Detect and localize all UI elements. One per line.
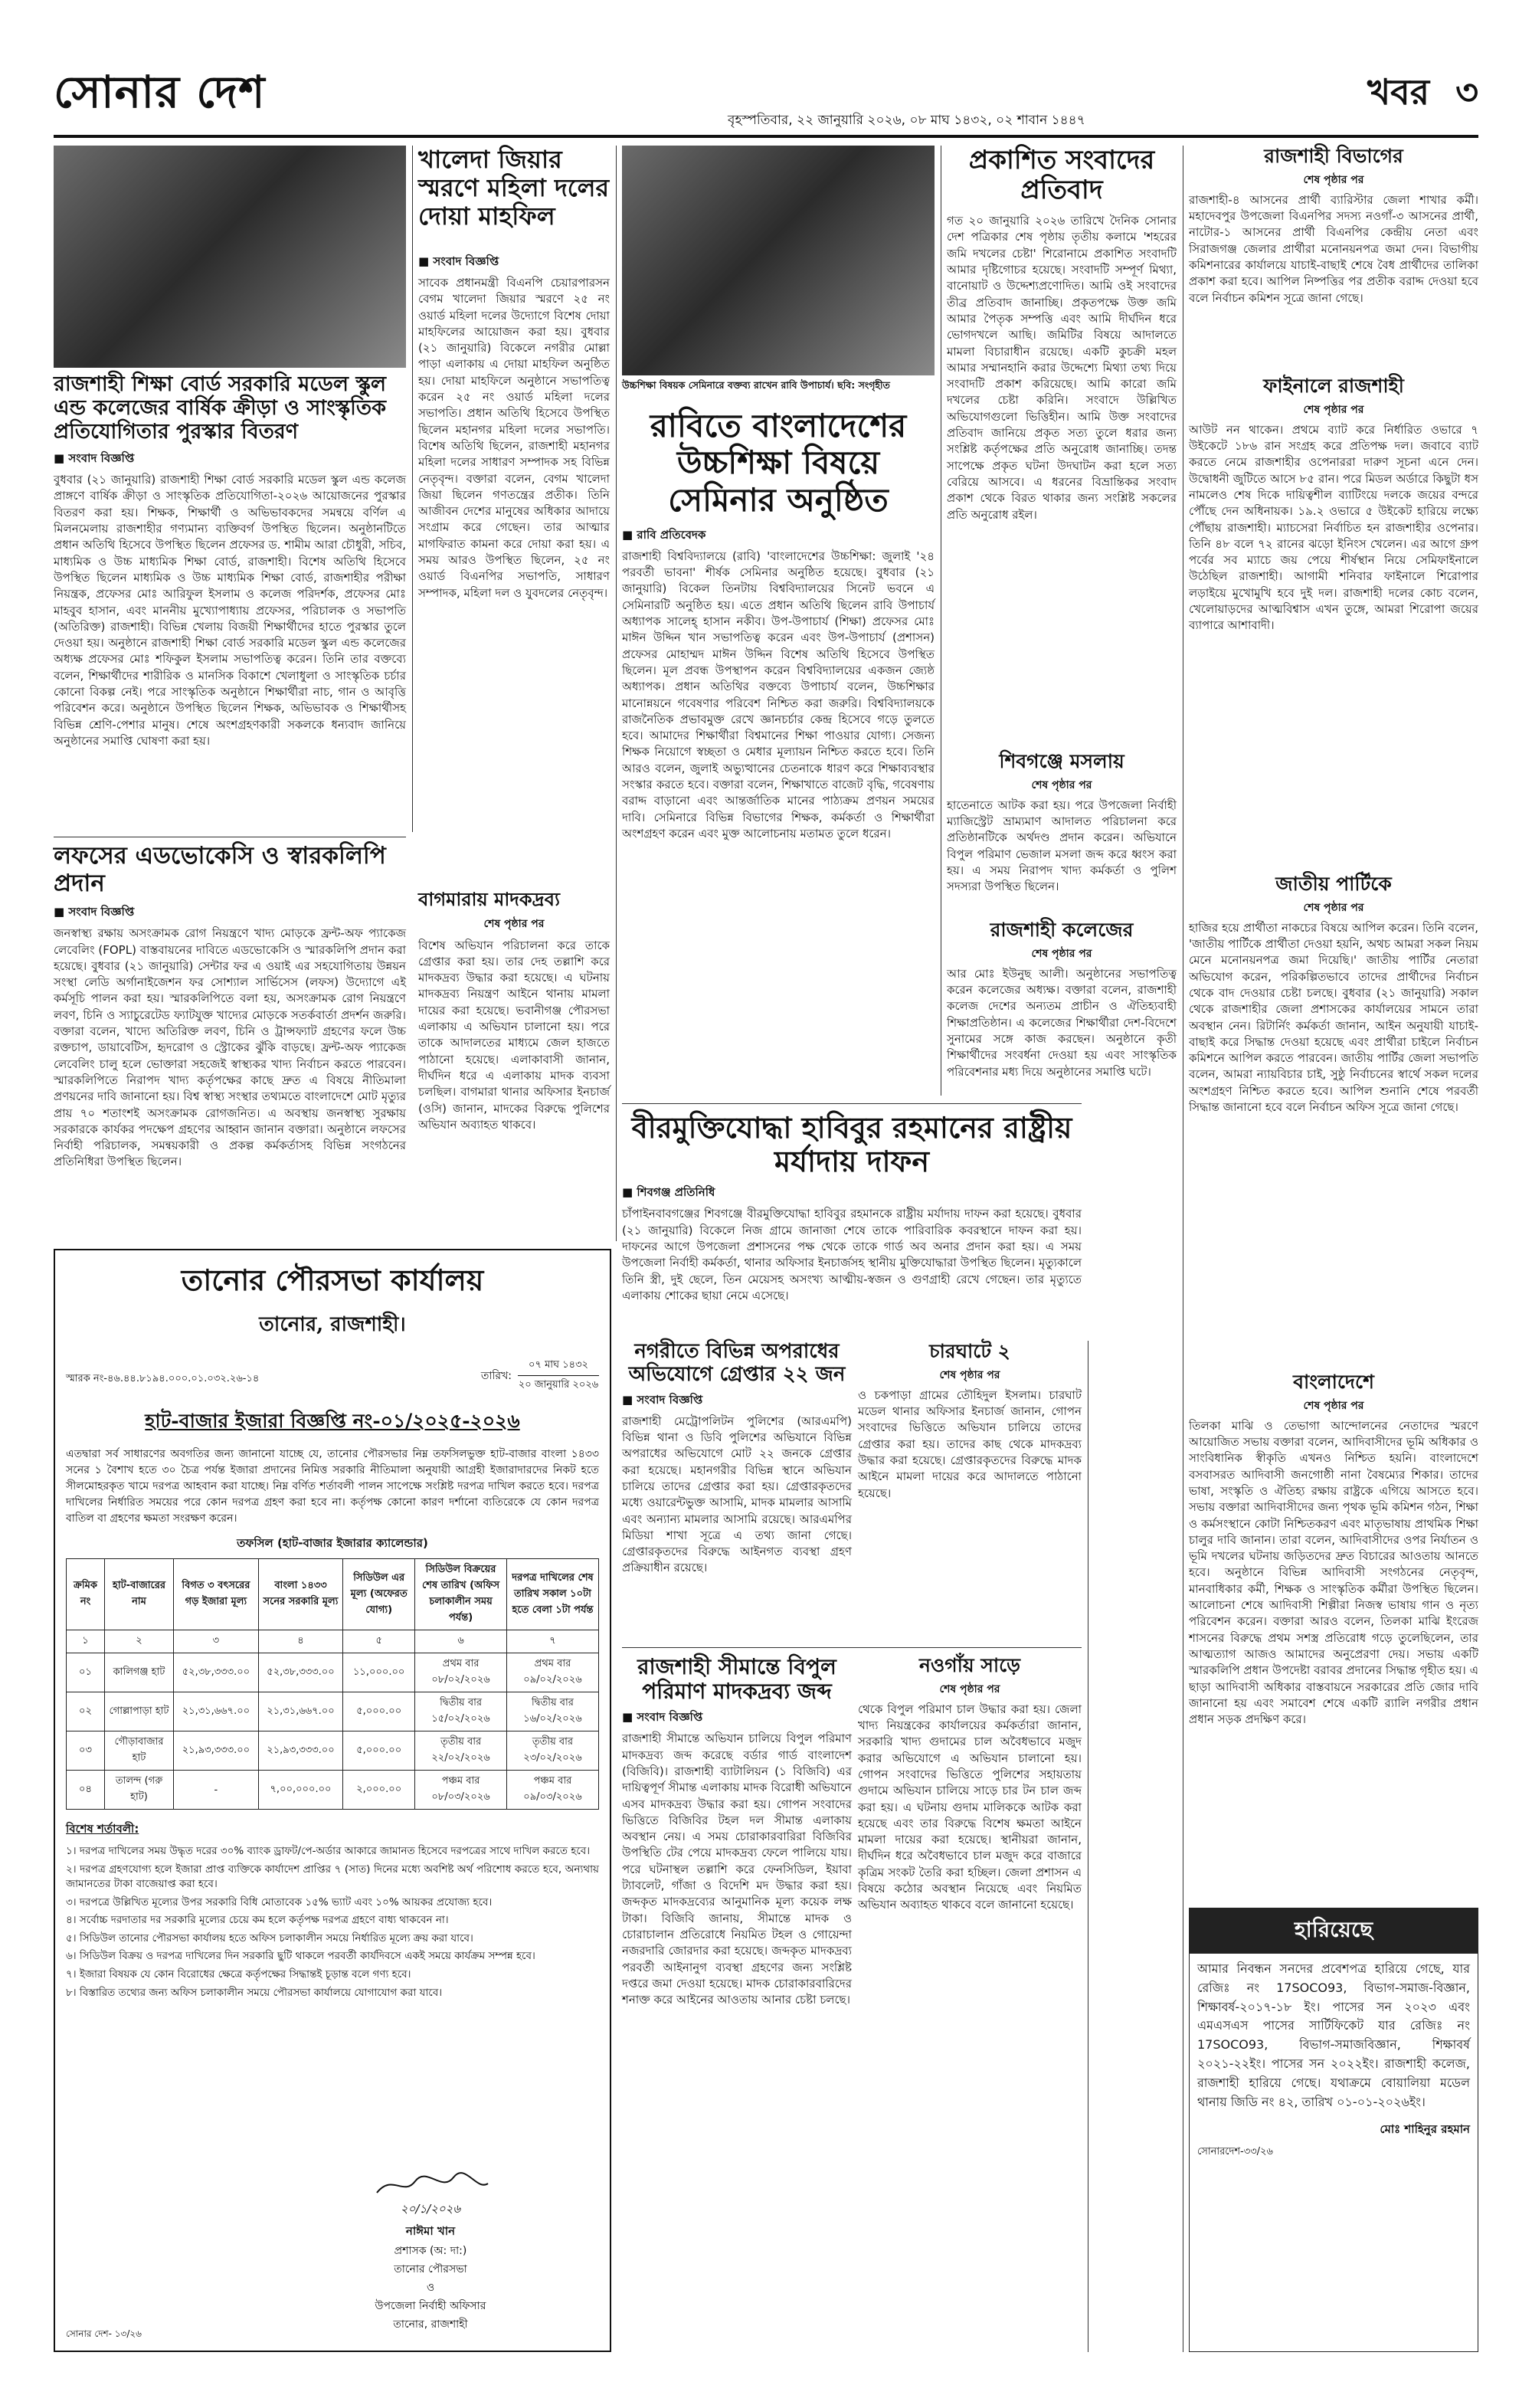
table-cell: ৫,০০০.০০ xyxy=(343,1692,415,1731)
lafs-story-body: জনস্বাস্থ্য রক্ষায় অসংক্রামক রোগ নিয়ন্ত্রণে খাদ্য মোড়কে ফ্রন্ট-অফ প্যাকেজ লেবেলিং (FOPL) বাস্তবায়নের দাবিতে এডভোকেসি ও স্মারকলিপি প্রদান করা হয়েছে। বুধবার (২১ জানুয়ারি) সেন্টার ফর এ ওয়াই এর সহযোগিতায় উন্নয়ন সংস্থা লেডি অর্গানাইজেশন ফর সোশ্যাল সার্ভিসেস (লফস) উদ্যোগে এই কর্মসূচি পালন করা হয়। স্মারকলিপিতে বলা হয়, অসংক্রামক রোগ নিয়ন্ত্রণে লবণ, চিনি ও স্যাচুরেটেড ফ্যাটযুক্ত খাদ্যের মোড়কে সতর্কবার্তা প্রদর্শন জরুরি। বক্তারা বলেন, খাদ্যে অতিরিক্ত লবণ, চিনি ও ট্রান্সফ্যাট গ্রহণের ফলে উচ্চ রক্তচাপ, ডায়াবেটিস, হৃদরোগ ও স্ট্রোকের ঝুঁকি বাড়ছে। ফ্রন্ট-অফ প্যাকেজ লেবেলিং চালু হলে ভোক্তারা সহজেই স্বাস্থ্যকর খাদ্য নির্বাচন করতে পারবেন। স্মারকলিপিতে নিরাপদ খাদ্য কর্তৃপক্ষের কাছে দ্রুত এ বিষয়ে নীতিমালা প্রণয়নের দাবি জানানো হয়। বিশ্ব স্বাস্থ্য সংস্থার তথ্যমতে বাংলাদেশে মোট মৃত্যুর প্রায় ৭০ শতাংশই অসংক্রামক রোগজনিত। এ অবস্থায় জনস্বাস্থ্য সুরক্ষায় সরকারকে কার্যকর পদক্ষেপ গ্রহণের আহ্বান জানান বক্তারা। অনুষ্ঠানে লফসের নির্বাহী পরিচালক, সমন্বয়কারী ও প্রকল্প কর্মকর্তাসহ বিভিন্ন সংগঠনের প্রতিনিধিরা উপস্থিত ছিলেন। xyxy=(54,926,406,1169)
border-body: রাজশাহী সীমান্তে অভিযান চালিয়ে বিপুল পরিমাণ মাদকদ্রব্য জব্দ করেছে বর্ডার গার্ড বাংলাদেশ (বিজিবি)। রাজশাহী ব্যাটালিয়ন (১ বিজিবি) এর দায়িত্বপূর্ণ সীমান্ত এলাকায় মাদক বিরোধী অভিযানে এসব মাদকদ্রব্য উদ্ধার করা হয়। গোপন সংবাদের ভিত্তিতে বিজিবির টহল দল সীমান্ত এলাকায় অবস্থান নেয়। এ সময় চোরাকারবারিরা বিজিবির উপস্থিতি টের পেয়ে মাদকদ্রব্য ফেলে পালিয়ে যায়। পরে ঘটনাস্থল তল্লাশি করে ফেনসিডিল, ইয়াবা ট্যাবলেট, গাঁজা ও বিদেশি মদ উদ্ধার করা হয়। জব্দকৃত মাদকদ্রব্যের আনুমানিক মূল্য কয়েক লক্ষ টাকা। বিজিবি জানায়, সীমান্তে মাদক ও চোরাচালান প্রতিরোধে নিয়মিত টহল ও গোয়েন্দা নজরদারি জোরদার করা হয়েছে। জব্দকৃত মাদকদ্রব্য পরবর্তী আইনানুগ ব্যবস্থা গ্রহণের জন্য সংশ্লিষ্ট দপ্তরে জমা দেওয়া হয়েছে। মাদক চোরাকারবারিদের শনাক্ত করে আইনের আওতায় আনার চেষ্টা চলছে। xyxy=(622,1731,852,2007)
tender-date-english: ২০ জানুয়ারি ২০২৬ xyxy=(518,1379,599,1391)
table-header-cell: বিগত ৩ বৎসরের গড় ইজারা মূল্য xyxy=(174,1559,259,1630)
table-cell: ৭,০০,০০০.০০ xyxy=(258,1771,342,1810)
table-cell: পঞ্চম বার ০৮/০৩/২০২৬ xyxy=(415,1771,507,1810)
tender-term: ৮। বিস্তারিত তথ্যের জন্য অফিস চলাকালীন সময়ে পৌরসভা কার্যালয়ে যোগাযোগ করা যাবে। xyxy=(66,1986,443,1999)
page-number: ৩ xyxy=(1455,71,1478,113)
table-cell: ২১,৩১,৬৬৭.০০ xyxy=(174,1692,259,1731)
board-story-headline: রাজশাহী শিক্ষা বোর্ড সরকারি মডেল স্কুল এন্ড কলেজের বার্ষিক ক্রীড়া ও সাংস্কৃতিক প্রতিযোগিতার পুরস্কার বিতরণ xyxy=(54,372,387,444)
tender-term: ২। দরপত্র গ্রহণযোগ্য হলে ইজারা প্রাপ্ত ব্যক্তিকে কার্যাদেশ প্রাপ্তির ৭ (সাত) দিনের মধ্যে অবশিষ্ট অর্থ পরিশোধ করতে হবে, অন্যথায় জামানতের টাকা বাজেয়াপ্ত করা হবে। xyxy=(66,1863,599,1891)
tender-signer-role: উপজেলা নির্বাহী অফিসার xyxy=(375,2300,486,2312)
bagmara-story xyxy=(418,889,610,1241)
rabi-story-headline: রাবিতে বাংলাদেশের উচ্চশিক্ষা বিষয়ে সেমিনার অনুষ্ঠিত xyxy=(650,407,907,519)
table-cell: তৃতীয় বার ২৩/০২/২০২৬ xyxy=(506,1731,598,1771)
board-story-byline: ■ সংবাদ বিজ্ঞপ্তি xyxy=(54,451,135,466)
bangladesh-story xyxy=(1189,1371,1478,1900)
tender-term: ৩। দরপত্রে উল্লিখিত মূল্যের উপর সরকারি বিধি মোতাবেক ১৫% ভ্যাট এবং ১০% আয়কর প্রযোজ্য হবে। xyxy=(66,1895,493,1908)
freedom-fighter-story xyxy=(622,1111,1082,1333)
table-cell: ২,০০০.০০ xyxy=(343,1771,415,1810)
tender-terms-list xyxy=(66,1844,599,2000)
bagmara-story-continued: শেষ পৃষ্ঠার পর xyxy=(483,917,545,930)
signature-scribble xyxy=(308,2170,553,2200)
protibad-body: গত ২০ জানুয়ারি ২০২৬ তারিখে দৈনিক সোনার দেশ পত্রিকার শেষ পৃষ্ঠায় তৃতীয় কলামে 'শহরের জমি দখলের চেষ্টা' শিরোনামে প্রকাশিত সংবাদটি আমার দৃষ্টিগোচর হয়েছে। সংবাদটি সম্পূর্ণ মিথ্যা, বানোয়াট ও উদ্দেশ্যপ্রণোদিত। আমি ওই সংবাদের তীব্র প্রতিবাদ জানাচ্ছি। প্রকৃতপক্ষে উক্ত জমি আমার পৈতৃক সম্পত্তি এবং আমি দীর্ঘদিন ধরে ভোগদখলে আছি। জমিটির বিষয়ে আদালতে মামলা বিচারাধীন রয়েছে। একটি কুচক্রী মহল আমার সম্মানহানি করার উদ্দেশ্যে মিথ্যা তথ্য দিয়ে সংবাদটি প্রকাশ করিয়েছে। আমি কারো জমি দখলের চেষ্টা করিনি। সংবাদে উল্লিখিত অভিযোগগুলো ভিত্তিহীন। আমি উক্ত সংবাদের প্রতিবাদ জানিয়ে প্রকৃত সত্য তুলে ধরার জন্য সংশ্লিষ্ট কর্তৃপক্ষের প্রতি অনুরোধ জানাচ্ছি। তদন্ত সাপেক্ষে প্রকৃত ঘটনা উদঘাটন করা হলে সত্য বেরিয়ে আসবে। এ ধরনের বিভ্রান্তিকর সংবাদ প্রকাশ থেকে বিরত থাকার জন্য সংশ্লিষ্ট সকলের প্রতি অনুরোধ রইল। xyxy=(947,214,1177,522)
khaleda-story-body: সাবেক প্রধানমন্ত্রী বিএনপি চেয়ারপারসন বেগম খালেদা জিয়ার স্মরণে ২৫ নং ওয়ার্ড মহিলা দলের উদ্যোগে বিশেষ দোয়া মাহফিলের আয়োজন করা হয়। বুধবার (২১ জানুয়ারি) বিকেলে নগরীর মোল্লা পাড়া এলাকায় এ দোয়া মাহফিল অনুষ্ঠিত হয়। দোয়া মাহফিলে অনুষ্ঠানে সভাপতিত্ব করেন ২৫ নং ওয়ার্ড মহিলা দলের সভাপতি। প্রধান অতিথি হিসেবে উপস্থিত ছিলেন মহানগর মহিলা দলের সভাপতি। বিশেষ অতিথি ছিলেন, রাজশাহী মহানগর মহিলা দলের সাধারণ সম্পাদক সহ বিভিন্ন নেতৃবৃন্দ। বক্তারা বলেন, বেগম খালেদা জিয়া ছিলেন গণতন্ত্রের প্রতীক। তিনি আজীবন দেশের মানুষের অধিকার আদায়ে সংগ্রাম করে গেছেন। তার আত্মার মাগফিরাত কামনা করে দোয়া করা হয়। এ সময় আরও উপস্থিত ছিলেন, ২৫ নং ওয়ার্ড বিএনপির সভাপতি, সাধারণ সম্পাদক, মহিলা দল ও যুবদলের নেতৃবৃন্দ। xyxy=(418,276,610,600)
border-byline: ■ সংবাদ বিজ্ঞপ্তি xyxy=(622,1710,703,1725)
tender-office-title: তানোর পৌরসভা কার্যালয় xyxy=(181,1263,484,1297)
lost-notice-signature: মোঃ শাহিনুর রহমান xyxy=(1380,2122,1470,2137)
table-header-cell: সিডিউল বিক্রয়ের শেষ তারিখ (অফিস চলাকালীন সময় পর্যন্ত) xyxy=(415,1559,507,1630)
rabi-photo-caption: উচ্চশিক্ষা বিষয়ক সেমিনারে বক্তব্য রাখেন রাবি উপাচার্য। ছবি: সংগৃহীত xyxy=(622,379,890,391)
bagmara-story-body: বিশেষ অভিযান পরিচালনা করে তাকে গ্রেপ্তার করা হয়। তার দেহ তল্লাশি করে মাদকদ্রব্য উদ্ধার করা হয়েছে। এ ঘটনায় মাদকদ্রব্য নিয়ন্ত্রণ আইনে থানায় মামলা দায়ের করা হয়েছে। ভবানীগঞ্জ পৌরসভা এলাকায় এ অভিযান চালানো হয়। পরে তাকে আদালতের মাধ্যমে জেল হাজতে পাঠানো হয়েছে। এলাকাবাসী জানান, দীর্ঘদিন ধরে এ এলাকায় মাদক ব্যবসা চলছিল। বাগমারা থানার অফিসার ইনচার্জ (ওসি) জানান, মাদকের বিরুদ্ধে পুলিশের অভিযান অব্যাহত থাকবে। xyxy=(418,938,610,1132)
college-body: আর মোঃ ইউনুছ আলী। অনুষ্ঠানের সভাপতিত্ব করেন কলেজের অধ্যক্ষ। বক্তারা বলেন, রাজশাহী কলেজ দেশের অন্যতম প্রাচীন ও ঐতিহ্যবাহী শিক্ষাপ্রতিষ্ঠান। এ কলেজের শিক্ষার্থীরা দেশ-বিদেশে সুনামের সঙ্গে কাজ করছেন। অনুষ্ঠানে কৃতী শিক্ষার্থীদের সংবর্ধনা দেওয়া হয় এবং সাংস্কৃতিক পরিবেশনার মধ্য দিয়ে অনুষ্ঠানের সমাপ্তি ঘটে। xyxy=(947,966,1177,1079)
division-body: রাজশাহী-৪ আসনের প্রার্থী ব্যারিস্টার জেলা শাখার কর্মী। মহাদেবপুর উপজেলা বিএনপির সদস্য নওগাঁ-৩ আসনের প্রার্থী, নাটোর-১ আসনের প্রার্থী বিএনপির কেন্দ্রীয় নেতা এবং সিরাজগঞ্জ জেলার প্রার্থীরা মনোনয়নপত্র জমা দেন। বিভাগীয় কমিশনারের কার্যালয়ে যাচাই-বাছাই শেষে বৈধ প্রার্থীদের তালিকা প্রকাশ করা হবে। আপিল নিষ্পত্তির পর প্রতীক বরাদ্দ দেওয়া হবে বলে নির্বাচন কমিশন সূত্রে জানা গেছে। xyxy=(1189,192,1478,305)
jatiyo-headline: জাতীয় পার্টিকে xyxy=(1275,873,1392,895)
masthead-rule xyxy=(54,135,1478,138)
tender-term: ৬। সিডিউল বিক্রয় ও দরপত্র দাখিলের দিন সরকারি ছুটি থাকলে পরবর্তী কার্যদিবসে একই সময়ে কার্যক্রম সম্পন্ন হবে। xyxy=(66,1950,535,1963)
shibganj-headline: শিবগঞ্জে মসলায় xyxy=(999,750,1124,772)
tender-schedule-table xyxy=(66,1558,599,1810)
bagmara-story-headline: বাগমারায় মাদকদ্রব্য xyxy=(418,888,560,910)
table-number-row xyxy=(67,1630,599,1653)
jatiyo-continued: শেষ পৃষ্ঠার পর xyxy=(1303,901,1364,914)
table-cell: ৫,০০০.০০ xyxy=(343,1731,415,1771)
tender-office-sub: তানোর, রাজশাহী। xyxy=(259,1313,406,1336)
table-cell: পঞ্চম বার ০৯/০৩/২০২৬ xyxy=(506,1771,598,1810)
tender-title: হাট-বাজার ইজারা বিজ্ঞপ্তি নং-০১/২০২৫-২০২৬ xyxy=(145,1410,520,1432)
lost-notice-heading: হারিয়েছে xyxy=(1190,1908,1478,1954)
table-cell: ৫২,৩৮,৩৩৩.০০ xyxy=(174,1653,259,1692)
board-story-body: বুধবার (২১ জানুয়ারি) রাজশাহী শিক্ষা বোর্ড সরকারি মডেল স্কুল এন্ড কলেজ প্রাঙ্গণে বার্ষিক ক্রীড়া ও সাংস্কৃতিক প্রতিযোগিতা-২০২৬ আয়োজনের পুরস্কার বিতরণ করা হয়। শিক্ষক, শিক্ষার্থী ও অভিভাবকদের সমন্বয়ে বর্ণিল এ মিলনমেলায় রাজশাহীর গণ্যমান্য ব্যক্তিবর্গ উপস্থিত ছিলেন। অনুষ্ঠানটিতে প্রধান অতিথি হিসেবে উপস্থিত ছিলেন প্রফেসর ড. শামীম আরা চৌধুরী, সচিব, মাধ্যমিক ও উচ্চ মাধ্যমিক শিক্ষা বোর্ড, রাজশাহী। বিশেষ অতিথি হিসেবে উপস্থিত ছিলেন মাধ্যমিক ও উচ্চ মাধ্যমিক শিক্ষা বোর্ড, রাজশাহীর পরীক্ষা নিয়ন্ত্রক, প্রফেসর মোঃ আরিফুল ইসলাম ও কলেজ পরিদর্শক, প্রফেসর মোঃ মাহবুব হাসান, এবং মাননীয় মুখ্যোপাধ্যায় প্রফেসর, পরিচালক ও সভাপতি (অতিরিক্ত) রাজশাহী। বিভিন্ন খেলায় বিজয়ী শিক্ষার্থীদের হাতে পুরস্কার তুলে দেওয়া হয়। অনুষ্ঠানে রাজশাহী শিক্ষা বোর্ড সরকারি মডেল স্কুল এন্ড কলেজের অধ্যক্ষ প্রফেসর মোঃ শফিকুল ইসলাম সভাপতিত্ব করেন। তিনি তার বক্তব্যে বলেন, শিক্ষার্থীদের শারীরিক ও মানসিক বিকাশে খেলাধুলা ও সাংস্কৃতিক চর্চার কোনো বিকল্প নেই। পরে সাংস্কৃতিক অনুষ্ঠানে শিক্ষার্থীরা নাচ, গান ও আবৃত্তি পরিবেশন করে। অনুষ্ঠানে উপস্থিত ছিলেন শিক্ষক, অভিভাবক ও শিক্ষার্থীসহ বিভিন্ন শ্রেণি-পেশার মানুষ। শেষে অংশগ্রহণকারী সকলকে ধন্যবাদ জানিয়ে অনুষ্ঠানের সমাপ্তি ঘোষণা করা হয়। xyxy=(54,473,406,748)
divider xyxy=(616,146,617,1241)
table-cell: ২ xyxy=(105,1630,174,1653)
final-story xyxy=(1189,375,1478,866)
border-story xyxy=(622,1655,852,2352)
lost-notice-code: সোনারদেশ-৩৩/২৬ xyxy=(1197,2146,1273,2158)
table-header-cell: বাংলা ১৪৩৩ সনের সরকারি মূল্য xyxy=(258,1559,342,1630)
lafs-story xyxy=(54,843,406,1241)
arrest-byline: ■ সংবাদ বিজ্ঞপ্তি xyxy=(622,1392,703,1407)
table-cell: প্রথম বার ০৮/০২/২০২৬ xyxy=(415,1653,507,1692)
table-header-cell: সিডিউল এর মূল্য (অফেরত যোগ্য) xyxy=(343,1559,415,1630)
tender-date-bangla: ০৭ মাঘ ১৪৩২ xyxy=(518,1358,599,1376)
table-row xyxy=(67,1653,599,1692)
naogaon-headline: নওগাঁয় সাড়ে xyxy=(918,1654,1021,1676)
shibganj-continued: শেষ পৃষ্ঠার পর xyxy=(1031,778,1092,791)
table-cell: ৬ xyxy=(415,1630,507,1653)
masthead-bar xyxy=(54,54,1478,138)
table-cell: ১ xyxy=(67,1630,105,1653)
divider xyxy=(412,146,413,832)
tender-term: ৫। সিডিউল তানোর পৌরসভা কার্যালয় হতে অফিস চলাকালীন সময়ে নির্ধারিত মূল্যে ক্রয় করা যাবে। xyxy=(66,1931,473,1944)
table-cell: দ্বিতীয় বার ১৬/০২/২০২৬ xyxy=(506,1692,598,1731)
charghat-story xyxy=(858,1341,1082,1640)
jatiyo-body: হাজির হয়ে প্রার্থীতা নাকচের বিষয়ে আপিল করেন। তিনি বলেন, 'জাতীয় পার্টিকে প্রার্থীতা দেওয়া হয়নি, অথচ আমরা সকল নিয়ম মেনে মনোনয়নপত্র জমা দিয়েছি।' জাতীয় পার্টির নেতারা অভিযোগ করেন, পরিকল্পিতভাবে তাদের প্রার্থীদের নির্বাচন থেকে বাদ দেওয়ার চেষ্টা চলছে। বুধবার (২১ জানুয়ারি) সকাল থেকে রাজশাহীর জেলা প্রশাসকের কার্যালয়ের সামনে তারা অবস্থান নেন। রিটার্নিং কর্মকর্তা জানান, আইন অনুযায়ী যাচাই-বাছাই করে সিদ্ধান্ত দেওয়া হয়েছে এবং প্রার্থীরা চাইলে নির্বাচন কমিশনে আপিল করতে পারবেন। জাতীয় পার্টির জেলা সভাপতি বলেন, আমরা ন্যায়বিচার চাই, সুষ্ঠু নির্বাচনের স্বার্থে সকল দলের অংশগ্রহণ নিশ্চিত করতে হবে। আপিল শুনানি শেষে পরবর্তী সিদ্ধান্ত জানানো হবে বলে নির্বাচন অফিস সূত্রে জানা গেছে। xyxy=(1189,920,1478,1115)
table-header-cell: ক্রমিক নং xyxy=(67,1559,105,1630)
border-headline: রাজশাহী সীমান্তে বিপুল পরিমাণ মাদকদ্রব্য জব্দ xyxy=(637,1654,836,1705)
tender-signer-role: তানোর পৌরসভা xyxy=(394,2263,467,2275)
board-award-photo xyxy=(54,146,406,368)
khaleda-story-extra xyxy=(418,490,610,881)
tender-signature-block xyxy=(308,2170,553,2334)
table-cell: প্রথম বার ০৯/০২/২০২৬ xyxy=(506,1653,598,1692)
divider xyxy=(622,1103,1082,1104)
section-label xyxy=(1367,66,1478,124)
naogaon-body: থেকে বিপুল পরিমাণ চাল উদ্ধার করা হয়। জেলা খাদ্য নিয়ন্ত্রকের কার্যালয়ের কর্মকর্তারা জানান, সরকারি খাদ্য গুদামের চাল অবৈধভাবে মজুদ করার অভিযোগে এ অভিযান চালানো হয়। গোপন সংবাদের ভিত্তিতে পুলিশের সহায়তায় গুদামে অভিযান চালিয়ে সাড়ে চার টন চাল জব্দ করা হয়। এ ঘটনায় গুদাম মালিককে আটক করা হয়েছে এবং তার বিরুদ্ধে বিশেষ ক্ষমতা আইনে মামলা দায়ের করা হয়েছে। স্থানীয়রা জানান, দীর্ঘদিন ধরে অবৈধভাবে চাল মজুদ করে বাজারে কৃত্রিম সংকট তৈরি করা হচ্ছিল। জেলা প্রশাসন এ বিষয়ে কঠোর অবস্থান নিয়েছে এবং নিয়মিত অভিযান অব্যাহত থাকবে বলে জানানো হয়েছে। xyxy=(858,1702,1082,1912)
naogaon-continued: শেষ পৃষ্ঠার পর xyxy=(939,1682,1000,1695)
table-cell: ০২ xyxy=(67,1692,105,1731)
division-continued: শেষ পৃষ্ঠার পর xyxy=(1303,173,1364,186)
table-cell: ২১,৩১,৬৬৭.০০ xyxy=(258,1692,342,1731)
shibganj-story xyxy=(947,751,1177,912)
tender-signer-date: ২০/১/২০২৬ xyxy=(400,2202,461,2216)
khaleda-story-byline: ■ সংবাদ বিজ্ঞপ্তি xyxy=(418,254,499,268)
table-cell: - xyxy=(174,1771,259,1810)
protibad-story xyxy=(947,146,1177,743)
tender-date-label: তারিখ: xyxy=(480,1369,512,1382)
shibganj-body: হাতেনাতে আটক করা হয়। পরে উপজেলা নির্বাহী ম্যাজিস্ট্রেট ভ্রাম্যমাণ আদালত পরিচালনা করে প্রতিষ্ঠানটিকে অর্থদণ্ড প্রদান করেন। অভিযানে বিপুল পরিমাণ ভেজাল মসলা জব্দ করে ধ্বংস করা হয়। এ সময় নিরাপদ খাদ্য কর্মকর্তা ও পুলিশ সদস্যরা উপস্থিত ছিলেন। xyxy=(947,798,1177,894)
table-cell: ০৩ xyxy=(67,1731,105,1771)
tender-term: ৭। ইজারা বিষয়ক যে কোন বিরোধের ক্ষেত্রে কর্তৃপক্ষের সিদ্ধান্তই চূড়ান্ত বলে গণ্য হবে। xyxy=(66,1967,411,1980)
arrest-body: রাজশাহী মেট্রোপলিটন পুলিশের (আরএমপি) বিভিন্ন থানা ও ডিবি পুলিশের অভিযানে বিভিন্ন অপরাধের অভিযোগে মোট ২২ জনকে গ্রেপ্তার করা হয়েছে। মহানগরীর বিভিন্ন স্থানে অভিযান চালিয়ে তাদের গ্রেপ্তার করা হয়। গ্রেপ্তারকৃতদের মধ্যে ওয়ারেন্টভুক্ত আসামি, মাদক মামলার আসামি এবং অন্যান্য মামলার আসামি রয়েছে। আরএমপির মিডিয়া শাখা সূত্রে এ তথ্য জানা গেছে। গ্রেপ্তারকৃতদের বিরুদ্ধে আইনগত ব্যবস্থা গ্রহণ প্রক্রিয়াধীন রয়েছে। xyxy=(622,1414,852,1575)
tender-intro: এতদ্বারা সর্ব সাধারণের অবগতির জন্য জানানো যাচ্ছে যে, তানোর পৌরসভার নিম্ন তফসিলভুক্ত হাট-বাজার বাংলা ১৪৩৩ সনের ১ বৈশাখ হতে ৩০ চৈত্র পর্যন্ত ইজারা প্রদানের নিমিত্ত সরকারি নীতিমালা অনুযায়ী আগ্রহী ইজারাদারদের নিকট হতে সীলমোহরকৃত খামে দরপত্র আহবান করা যাচ্ছে। নিম্ন বর্ণিত শর্তাবলী পালন সাপেক্ষে সংশ্লিষ্ট দরপত্র দাখিল করতে হবে। দরপত্র দাখিলের নির্ধারিত সময়ের পরে কোন দরপত্র গ্রহণ করা হবে না। কর্তৃপক্ষ কোনো কারণ দর্শানো ব্যতিরেকে যে কোন দরপত্র বাতিল বা গ্রহণের ক্ষমতা সংরক্ষণ করেন। xyxy=(66,1448,599,1525)
table-cell: ১১,০০০.০০ xyxy=(343,1653,415,1692)
table-header-cell: দরপত্র দাখিলের শেষ তারিখ সকাল ১০টা হতে বেলা ১টা পর্যন্ত xyxy=(506,1559,598,1630)
division-story xyxy=(1189,146,1478,368)
charghat-headline: চারঘাটে ২ xyxy=(929,1340,1010,1362)
table-cell: ৭ xyxy=(506,1630,598,1653)
tender-term: ১। দরপত্র দাখিলের সময় উদ্ধৃত দরের ৩০% ব্যাংক ড্রাফট/পে-অর্ডার আকারে জামানত হিসেবে দরপত্রের সাথে দাখিল করতে হবে। xyxy=(66,1845,591,1857)
table-cell: তৃতীয় বার ২২/০২/২০২৬ xyxy=(415,1731,507,1771)
rabi-story-body: রাজশাহী বিশ্ববিদ্যালয়ে (রাবি) 'বাংলাদেশের উচ্চশিক্ষা: জুলাই '২৪ পরবর্তী ভাবনা' শীর্ষক সেমিনার অনুষ্ঠিত হয়েছে। বুধবার (২১ জানুয়ারি) বিকেল তিনটায় বিশ্ববিদ্যালয়ের সিনেট ভবনে এ সেমিনারটি অনুষ্ঠিত হয়। এতে প্রধান অতিথি ছিলেন রাবি উপাচার্য অধ্যাপক সালেহ্ হাসান নকীব। উপ-উপাচার্য (শিক্ষা) প্রফেসর মোঃ মাঈন উদ্দিন খান সভাপতিত্ব করেন এবং উপ-উপাচার্য (প্রশাসন) প্রফেসর মোহাম্মদ মাঈন উদ্দিন বিশেষ অতিথি হিসেবে উপস্থিত ছিলেন। মূল প্রবন্ধ উপস্থাপন করেন বিশ্ববিদ্যালয়ের একজন জ্যেষ্ঠ অধ্যাপক। প্রধান অতিথির বক্তব্যে উপাচার্য বলেন, উচ্চশিক্ষার মানোন্নয়নে গবেষণার পরিবেশ নিশ্চিত করা জরুরি। বিশ্ববিদ্যালয়কে রাজনৈতিক প্রভাবমুক্ত রেখে জ্ঞানচর্চার কেন্দ্র হিসেবে গড়ে তুলতে হবে। আমাদের শিক্ষার্থীরা বিশ্বমানের শিক্ষা পাওয়ার যোগ্য। সেজন্য শিক্ষক নিয়োগে স্বচ্ছতা ও মেধার মূল্যায়ন নিশ্চিত করতে হবে। তিনি আরও বলেন, জুলাই অভ্যুত্থানের চেতনাকে ধারণ করে শিক্ষাব্যবস্থার সংস্কার করতে হবে। বক্তারা বলেন, শিক্ষাখাতে বাজেট বৃদ্ধি, গবেষণায় বরাদ্দ বাড়ানো এবং আন্তর্জাতিক মানের পাঠ্যক্রম প্রণয়ন সময়ের দাবি। সেমিনারে বিভিন্ন বিভাগের শিক্ষক, কর্মকর্তা ও শিক্ষার্থীরা অংশগ্রহণ করেন এবং মুক্ত আলোচনায় মতামত তুলে ধরেন। xyxy=(622,549,935,840)
tender-term: ৪। সর্বোচ্চ দরদাতার দর সরকারি মূল্যের চেয়ে কম হলে কর্তৃপক্ষ দরপত্র গ্রহণে বাধ্য থাকবেন না। xyxy=(66,1914,449,1927)
table-cell: ৩ xyxy=(174,1630,259,1653)
freedom-fighter-byline: ■ শিবগঞ্জ প্রতিনিধি xyxy=(622,1185,715,1200)
rabi-story-byline: ■ রাবি প্রতিবেদক xyxy=(622,527,706,542)
date-line: বৃহস্পতিবার, ২২ জানুয়ারি ২০২৬, ০৮ মাঘ ১৪৩২, ০২ শাবান ১৪৪৭ xyxy=(728,113,1085,128)
table-cell: কালিগঞ্জ হাট xyxy=(105,1653,174,1692)
table-header-row xyxy=(67,1559,599,1630)
college-story xyxy=(947,919,1177,1103)
table-row xyxy=(67,1692,599,1731)
tender-signer-role: তানোর, রাজশাহী xyxy=(393,2318,468,2331)
naogaon-story xyxy=(858,1655,1082,2352)
tender-schedule-title: তফসিল (হাট-বাজার ইজারার ক্যালেন্ডার) xyxy=(237,1536,428,1550)
table-cell: গৌড়াবাজার হাট xyxy=(105,1731,174,1771)
khaleda-story-headline: খালেদা জিয়ার স্মরণে মহিলা দলের দোয়া মাহফিল xyxy=(418,145,610,231)
bangladesh-continued: শেষ পৃষ্ঠার পর xyxy=(1303,1399,1364,1412)
charghat-continued: শেষ পৃষ্ঠার পর xyxy=(939,1368,1000,1381)
table-row xyxy=(67,1771,599,1810)
arrest-story xyxy=(622,1341,852,1640)
table-cell: দ্বিতীয় বার ১৫/০২/২০২৬ xyxy=(415,1692,507,1731)
lafs-story-headline: লফসের এডভোকেসি ও স্বারকলিপি প্রদান xyxy=(54,842,386,897)
charghat-body: ও চকপাড়া গ্রামের তৌহিদুল ইসলাম। চারঘাট মডেল থানার অফিসার ইনচার্জ জানান, গোপন সংবাদের ভিত্তিতে অভিযান চালিয়ে তাদের গ্রেপ্তার করা হয়। তাদের কাছ থেকে মাদকদ্রব্য উদ্ধার করা হয়েছে। গ্রেপ্তারকৃতদের বিরুদ্ধে মাদক আইনে মামলা দায়ের করে আদালতে পাঠানো হয়েছে। xyxy=(858,1387,1082,1500)
freedom-fighter-body: চাঁপাইনবাবগঞ্জের শিবগঞ্জে বীরমুক্তিযোদ্ধা হাবিবুর রহমানকে রাষ্ট্রীয় মর্যাদায় দাফন করা হয়েছে। বুধবার (২১ জানুয়ারি) বিকেলে নিজ গ্রামে জানাজা শেষে তাকে পারিবারিক কবরস্থানে দাফন করা হয়। দাফনের আগে উপজেলা প্রশাসনের পক্ষ থেকে তাকে গার্ড অব অনার প্রদান করা হয়। এ সময় উপজেলা নির্বাহী কর্মকর্তা, থানার অফিসার ইনচার্জসহ স্থানীয় মুক্তিযোদ্ধারা উপস্থিত ছিলেন। মৃত্যুকালে তিনি স্ত্রী, দুই ছেলে, তিন মেয়েসহ অসংখ্য আত্মীয়-স্বজন ও গুণগ্রাহী রেখে গেছেন। তার মৃত্যুতে এলাকায় শোকের ছায়া নেমে এসেছে। xyxy=(622,1207,1082,1302)
division-headline: রাজশাহী বিভাগের xyxy=(1264,145,1403,167)
tender-terms-title: বিশেষ শর্তাবলী: xyxy=(66,1822,139,1836)
table-cell: ০১ xyxy=(67,1653,105,1692)
board-story xyxy=(54,372,406,832)
tender-memo: স্মারক নং-৪৬.৪৪.৮১৯৪.০০০.০১.০৩২.২৬-১৪ xyxy=(66,1373,260,1384)
rabi-story xyxy=(622,408,935,1097)
section-name: খবর xyxy=(1367,71,1430,113)
table-cell: তালন্দ (গরু হাট) xyxy=(105,1771,174,1810)
final-body: আউট নন থাকেন। প্রথমে ব্যাট করে নির্ধারিত ওভারে ৭ উইকেটে ১৮৬ রান সংগ্রহ করে প্রতিপক্ষ দল। জবাবে ব্যাট করতে নেমে রাজশাহীর ওপেনাররা দারুণ সূচনা এনে দেন। উদ্বোধনী জুটিতে আসে ৮৫ রান। পরে মিডল অর্ডারে কিছুটা ধস নামলেও শেষ দিকে দায়িত্বশীল ব্যাটিংয়ে দলকে জয়ের বন্দরে পৌঁছে দেন অধিনায়ক। ১৯.২ ওভারে ৫ উইকেট হারিয়ে লক্ষ্যে পৌঁছায় রাজশাহী। ম্যাচসেরা নির্বাচিত হন রাজশাহীর ওপেনার। তিনি ৪৮ বলে ৭২ রানের ঝড়ো ইনিংস খেলেন। এর আগে গ্রুপ পর্বের সব ম্যাচে জয় পেয়ে শীর্ষস্থান নিয়ে সেমিফাইনালে উঠেছিল রাজশাহী। আগামী শনিবার ফাইনালে শিরোপার লড়াইয়ে মুখোমুখি হবে দুই দল। রাজশাহী দলের কোচ বলেন, খেলোয়াড়দের আত্মবিশ্বাস এখন তুঙ্গে, আমরা শিরোপা জয়ের ব্যাপারে আশাবাদী। xyxy=(1189,422,1478,633)
table-cell: ৫ xyxy=(343,1630,415,1653)
divider xyxy=(622,1647,1082,1648)
lost-notice xyxy=(1189,1908,1478,2352)
khaleda-story-head xyxy=(418,146,610,253)
table-cell: ২১,৯৩,৩৩৩.০০ xyxy=(174,1731,259,1771)
lost-notice-body: আমার নিবন্ধন সনদের প্রবেশপত্র হারিয়ে গেছে, যার রেজিঃ নং 17SOCO93, বিভাগ-সমাজ-বিজ্ঞান, শিক্ষাবর্ষ-২০১৭-১৮ ইং। পাসের সন ২০২৩ এবং এমএসএস পাসের সার্টিফিকেট যার রেজিঃ নং 17SOCO93, বিভাগ-সমাজবিজ্ঞান, শিক্ষাবর্ষ ২০২১-২২ইং। পাসের সন ২০২২ইং। রাজশাহী কলেজ, রাজশাহী হারিয়ে গেছে। যথাক্রমে বোয়ালিয়া মডেল থানায় জিডি নং ৪২, তারিখ ০১-০১-২০২৬ইং। xyxy=(1197,1961,1470,2109)
freedom-fighter-headline: বীরমুক্তিযোদ্ধা হাবিবুর রহমানের রাষ্ট্রীয় মর্যাদায় দাফন xyxy=(631,1110,1072,1178)
arrest-headline: নগরীতে বিভিন্ন অপরাধের অভিযোগে গ্রেপ্তার ২২ জন xyxy=(628,1340,846,1386)
tender-signer-role: প্রশাসক (অ: দা:) xyxy=(394,2245,467,2257)
bangladesh-body: তিলকা মাঝি ও তেভাগা আন্দোলনের নেতাদের স্মরণে আয়োজিত সভায় বক্তারা বলেন, আদিবাসীদের ভূমি অধিকার ও সাংবিধানিক স্বীকৃতি এখনও নিশ্চিত হয়নি। বাংলাদেশে বসবাসরত আদিবাসী জনগোষ্ঠী নানা বৈষম্যের শিকার। তাদের ভাষা, সংস্কৃতি ও ঐতিহ্য রক্ষায় রাষ্ট্রকে এগিয়ে আসতে হবে। সভায় বক্তারা আদিবাসীদের জন্য পৃথক ভূমি কমিশন গঠন, শিক্ষা ও কর্মসংস্থানে কোটা নিশ্চিতকরণ এবং মাতৃভাষায় প্রাথমিক শিক্ষা চালুর দাবি জানান। তারা বলেন, আদিবাসীদের ওপর নির্যাতন ও ভূমি দখলের ঘটনায় জড়িতদের দ্রুত বিচারের আওতায় আনতে হবে। অনুষ্ঠানে বিভিন্ন আদিবাসী সংগঠনের নেতৃবৃন্দ, মানবাধিকার কর্মী, শিক্ষক ও সাংস্কৃতিক কর্মীরা উপস্থিত ছিলেন। আলোচনা শেষে আদিবাসী শিল্পীরা নিজস্ব ভাষায় গান ও নৃত্য পরিবেশন করেন। বক্তারা আরও বলেন, তিলকা মাঝি ইংরেজ শাসনের বিরুদ্ধে প্রথম সশস্ত্র প্রতিরোধ গড়ে তুলেছিলেন, তার আত্মত্যাগ আজও আমাদের অনুপ্রেরণা দেয়। সভায় একটি স্মারকলিপি প্রধান উপদেষ্টা বরাবর প্রদানের সিদ্ধান্ত গৃহীত হয়। এ ছাড়া আদিবাসী অধিকার বাস্তবায়নে সরকারের প্রতি জোর দাবি জানানো হয় এবং সমাবেশ শেষে একটি র‍্যালি নগরীর প্রধান প্রধান সড়ক প্রদক্ষিণ করে। xyxy=(1189,1418,1478,1727)
rabi-seminar-photo xyxy=(622,146,935,375)
table-cell: ৫২,৩৮,৩৩৩.০০ xyxy=(258,1653,342,1692)
newspaper-logo: সোনার দেশ xyxy=(54,66,266,118)
tender-signer-name: নাঈমা খান xyxy=(405,2224,456,2238)
table-header-cell: হাট-বাজারের নাম xyxy=(105,1559,174,1630)
table-cell: ০৪ xyxy=(67,1771,105,1810)
final-headline: ফাইনালে রাজশাহী xyxy=(1263,375,1404,397)
final-continued: শেষ পৃষ্ঠার পর xyxy=(1303,403,1364,416)
table-cell: ২১,৯৩,৩৩৩.০০ xyxy=(258,1731,342,1771)
college-headline: রাজশাহী কলেজের xyxy=(990,919,1134,941)
table-cell: গোল্লাপাড়া হাট xyxy=(105,1692,174,1731)
college-continued: শেষ পৃষ্ঠার পর xyxy=(1031,947,1092,960)
bangladesh-headline: বাংলাদেশে xyxy=(1293,1371,1374,1393)
tender-code: সোনার দেশ- ১৩/২৬ xyxy=(66,2328,142,2339)
table-row xyxy=(67,1731,599,1771)
jatiyo-story xyxy=(1189,873,1478,1364)
table-cell: ৪ xyxy=(258,1630,342,1653)
lafs-story-byline: ■ সংবাদ বিজ্ঞপ্তি xyxy=(54,905,135,919)
tender-signer-role: ও xyxy=(426,2282,435,2294)
tender-notice xyxy=(54,1249,611,2352)
khaleda-story xyxy=(418,253,610,600)
protibad-headline: প্রকাশিত সংবাদের প্রতিবাদ xyxy=(968,145,1155,206)
